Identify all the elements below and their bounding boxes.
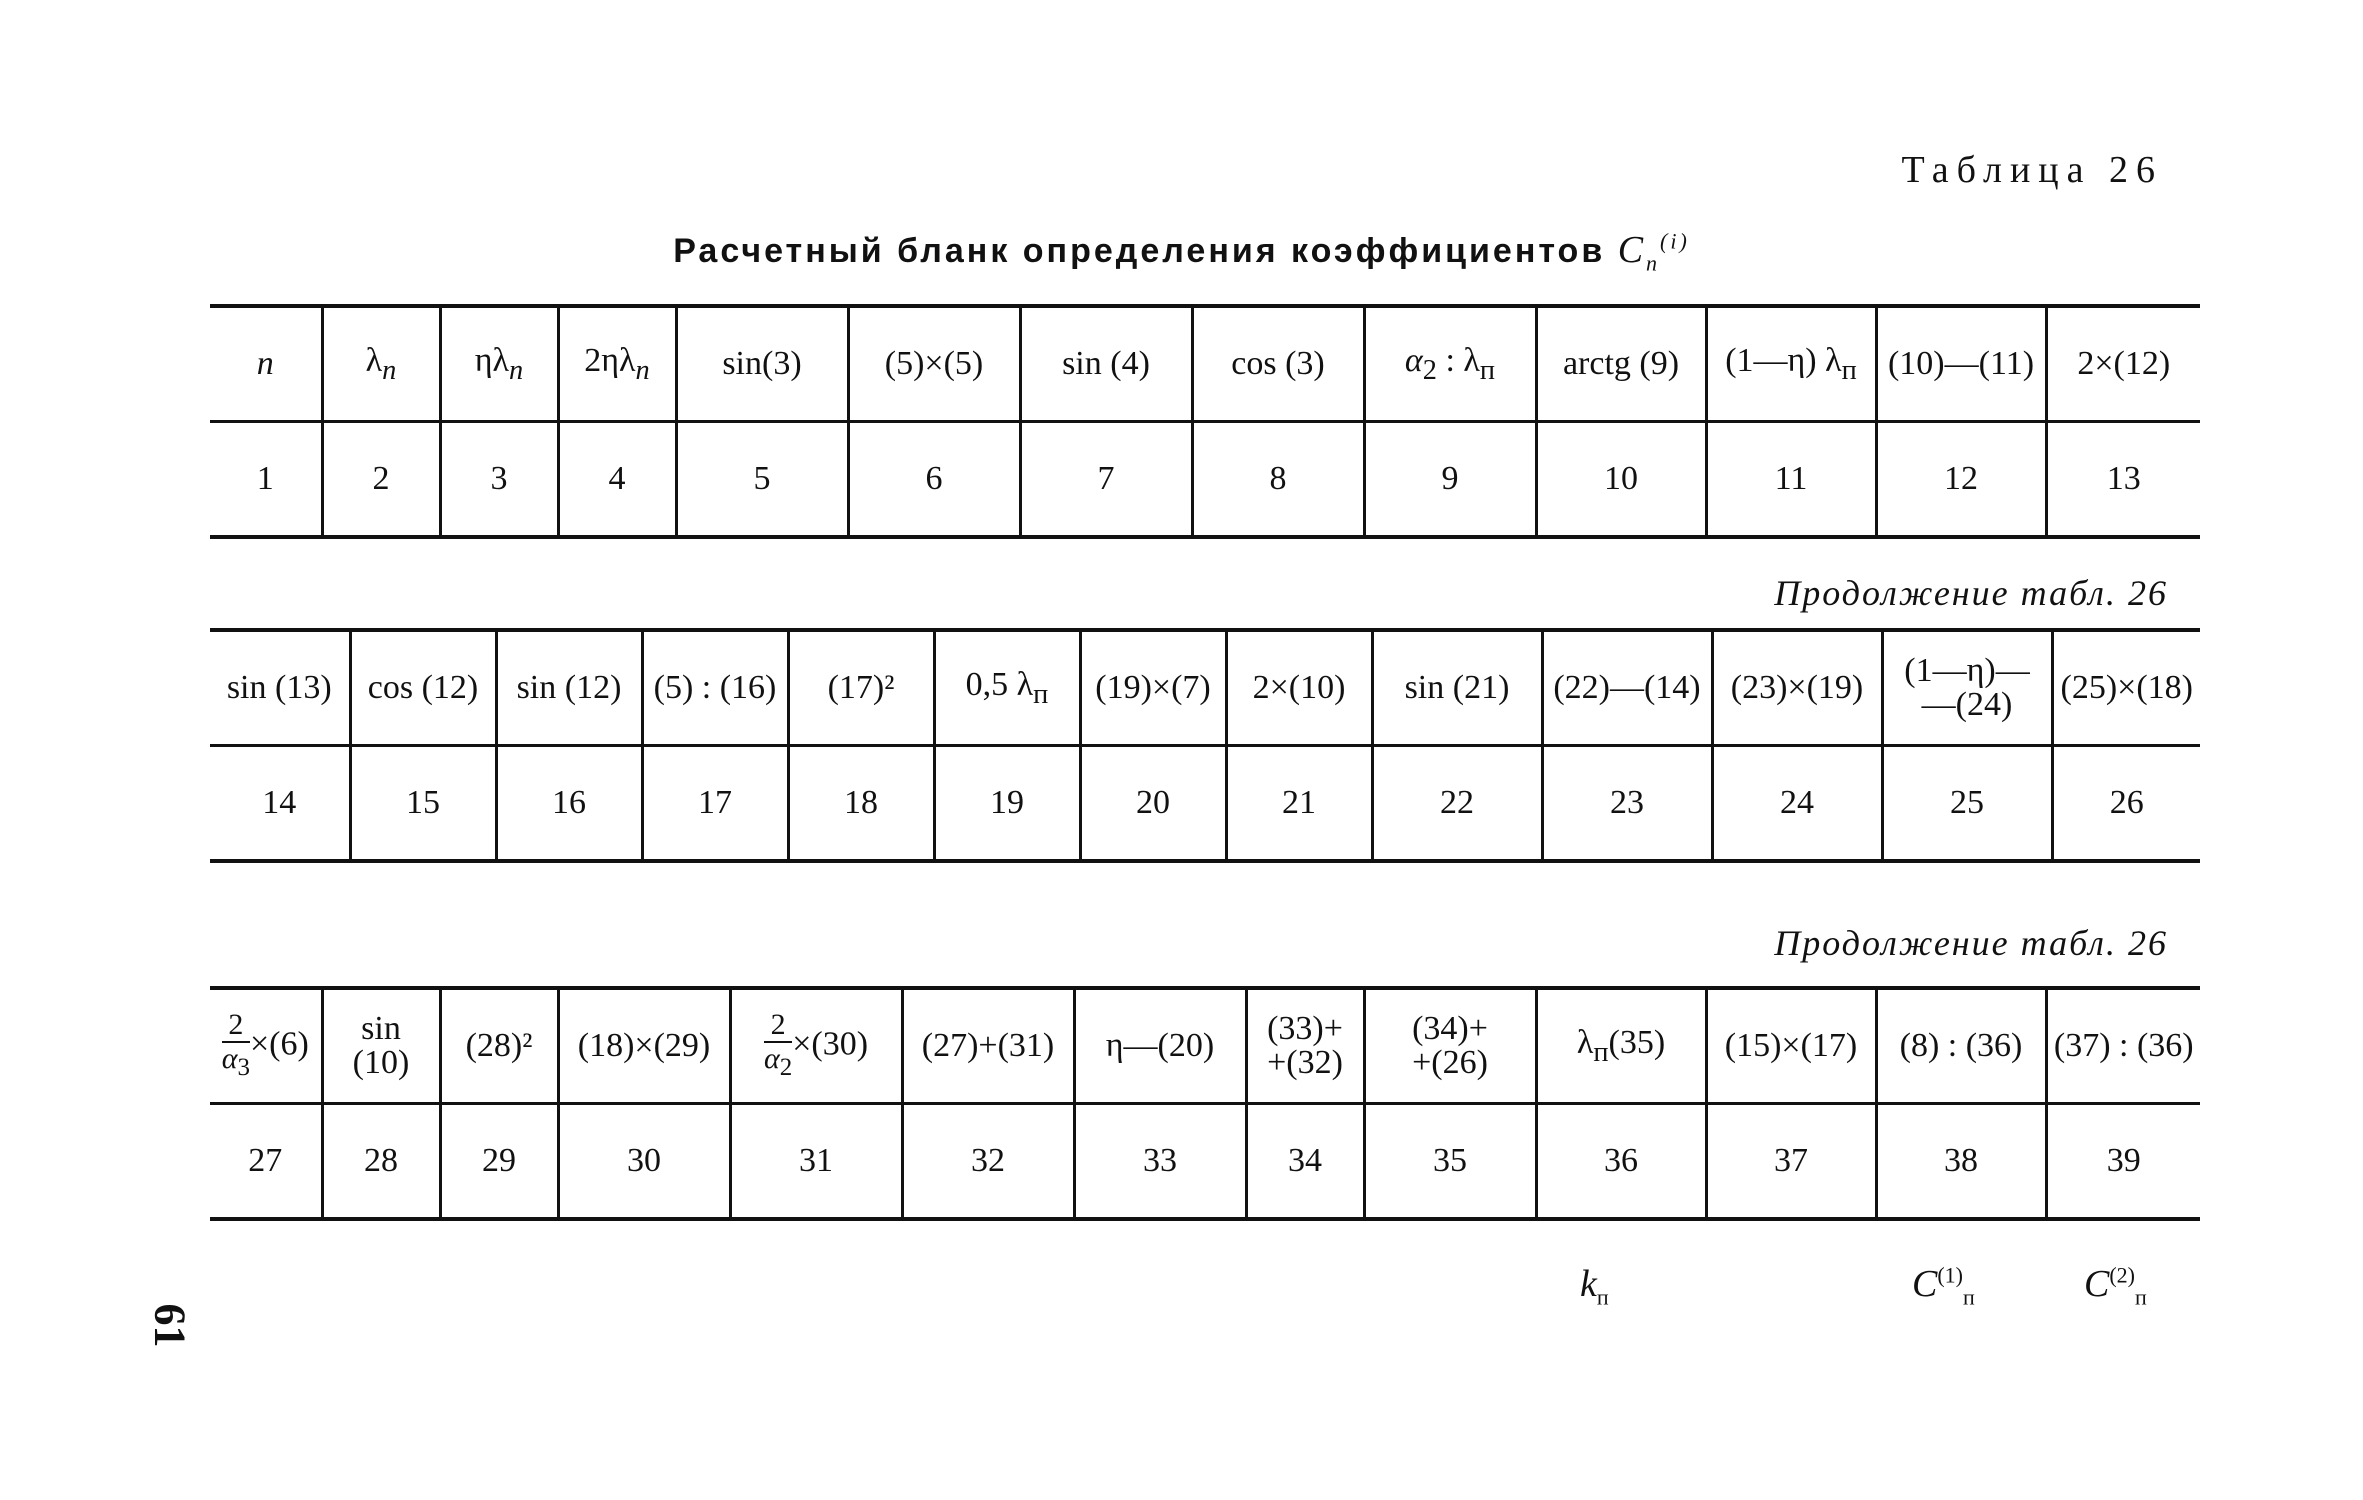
table-1-number: 10 (1536, 422, 1706, 538)
table-1-number: 3 (440, 422, 558, 538)
table-1-header: sin(3) (676, 306, 848, 422)
table-2-number: 14 (210, 746, 350, 862)
table-1-number: 5 (676, 422, 848, 538)
title-symbol-sup: (i) (1660, 228, 1690, 254)
table-1-number: 9 (1364, 422, 1536, 538)
table-2-number: 17 (642, 746, 788, 862)
table-1-number: 8 (1192, 422, 1364, 538)
table-1-header: $\lambda_n$ (322, 306, 440, 422)
table-1-number: 13 (2046, 422, 2200, 538)
table-2-header: cos (12) (350, 630, 496, 746)
table-1-header: $\alpha_2$ : $\lambda_п$ (1364, 306, 1536, 422)
table-1-header: 2×(12) (2046, 306, 2200, 422)
page-number: 61 (145, 1303, 195, 1348)
table-1-number: 11 (1706, 422, 1876, 538)
table-1-number: 4 (558, 422, 676, 538)
table-3-number: 27 (210, 1104, 322, 1220)
table-2-header: 0,5 $\lambda_п$ (934, 630, 1080, 746)
table-3-number: 29 (440, 1104, 558, 1220)
table-2-header: sin (12) (496, 630, 642, 746)
table-3-header: (33)+ +(32) (1246, 988, 1364, 1104)
page-title (0, 228, 2363, 277)
table-3-header: (15)×(17) (1706, 988, 1876, 1104)
table-1-header: sin (4) (1020, 306, 1192, 422)
table-1-number: 1 (210, 422, 322, 538)
table-1-header-row (210, 306, 2200, 422)
table-label: Таблица 26 (1901, 149, 2163, 191)
table-3-header: η—(20) (1074, 988, 1246, 1104)
table-2-number: 20 (1080, 746, 1226, 862)
table-3-header: (28)² (440, 988, 558, 1104)
table-2-number: 18 (788, 746, 934, 862)
table-1-header: $\eta\lambda_n$ (440, 306, 558, 422)
table-3-number: 37 (1706, 1104, 1876, 1220)
result-label-c1: $C^{(1)}_п$ (1912, 1262, 1975, 1310)
table-2-header: (23)×(19) (1712, 630, 1882, 746)
table-3-header: (37) : (36) (2046, 988, 2200, 1104)
table-3-number: 31 (730, 1104, 902, 1220)
table-3-number: 38 (1876, 1104, 2046, 1220)
table-2 (210, 628, 2200, 863)
table-3-header: (34)+ +(26) (1364, 988, 1536, 1104)
table-3-number: 34 (1246, 1104, 1364, 1220)
table-2-header: (1—η)— —(24) (1882, 630, 2052, 746)
continuation-label: Продолжение табл. 26 (1774, 923, 2168, 963)
table-2-header: sin (21) (1372, 630, 1542, 746)
table-1-number: 2 (322, 422, 440, 538)
table-1-number: 6 (848, 422, 1020, 538)
table-3-header: (18)×(29) (558, 988, 730, 1104)
table-3-number-row (210, 1104, 2200, 1220)
table-3-number: 28 (322, 1104, 440, 1220)
table-2-number: 23 (1542, 746, 1712, 862)
table-2-number: 26 (2052, 746, 2200, 862)
table-2-header: (5) : (16) (642, 630, 788, 746)
table-2-header: 2×(10) (1226, 630, 1372, 746)
table-1-number: 12 (1876, 422, 2046, 538)
table-3-header-row (210, 988, 2200, 1104)
title-text: Расчетный бланк определения коэффициентов (673, 232, 1606, 270)
table-3-number: 36 (1536, 1104, 1706, 1220)
table-1-number-row (210, 422, 2200, 538)
table-1-header: arctg (9) (1536, 306, 1706, 422)
table-1-header: $2\eta\lambda_n$ (558, 306, 676, 422)
result-label-k: $k_п$ (1580, 1263, 1609, 1310)
table-2-number: 24 (1712, 746, 1882, 862)
table-2-number: 19 (934, 746, 1080, 862)
table-1-header: (10)—(11) (1876, 306, 2046, 422)
table-3-header: $\frac{2}{\alpha_3}$ ×(6) (210, 988, 322, 1104)
table-2-header: (19)×(7) (1080, 630, 1226, 746)
table-3-number: 32 (902, 1104, 1074, 1220)
table-2-number: 25 (1882, 746, 2052, 862)
table-2-header: (22)—(14) (1542, 630, 1712, 746)
table-3-header: $\lambda_п(35)$ (1536, 988, 1706, 1104)
table-2-number: 16 (496, 746, 642, 862)
title-symbol-sub: п (1646, 250, 1661, 276)
table-3-header: $\frac{2}{\alpha_2}$ ×(30) (730, 988, 902, 1104)
table-2-header: (25)×(18) (2052, 630, 2200, 746)
table-3-number: 39 (2046, 1104, 2200, 1220)
table-3-header: (27)+(31) (902, 988, 1074, 1104)
continuation-label: Продолжение табл. 26 (1774, 573, 2168, 613)
table-1-header: cos (3) (1192, 306, 1364, 422)
table-2-number: 15 (350, 746, 496, 862)
table-3-header: (8) : (36) (1876, 988, 2046, 1104)
result-label-c2: $C^{(2)}_п$ (2084, 1262, 2147, 1310)
table-1-number: 7 (1020, 422, 1192, 538)
table-3-number: 30 (558, 1104, 730, 1220)
table-1-header: (5)×(5) (848, 306, 1020, 422)
table-2-header: sin (13) (210, 630, 350, 746)
table-1 (210, 304, 2200, 539)
table-3-number: 33 (1074, 1104, 1246, 1220)
table-2-number: 21 (1226, 746, 1372, 862)
table-2-number: 22 (1372, 746, 1542, 862)
table-2-header: (17)² (788, 630, 934, 746)
table-3 (210, 986, 2200, 1221)
table-1-header: n (210, 306, 322, 422)
table-1-header: (1—η) $\lambda_п$ (1706, 306, 1876, 422)
title-symbol: $C_п^{(i)}$ (1617, 228, 1690, 276)
table-2-number-row (210, 746, 2200, 862)
table-2-header-row (210, 630, 2200, 746)
table-3-header: sin (10) (322, 988, 440, 1104)
table-3-number: 35 (1364, 1104, 1536, 1220)
